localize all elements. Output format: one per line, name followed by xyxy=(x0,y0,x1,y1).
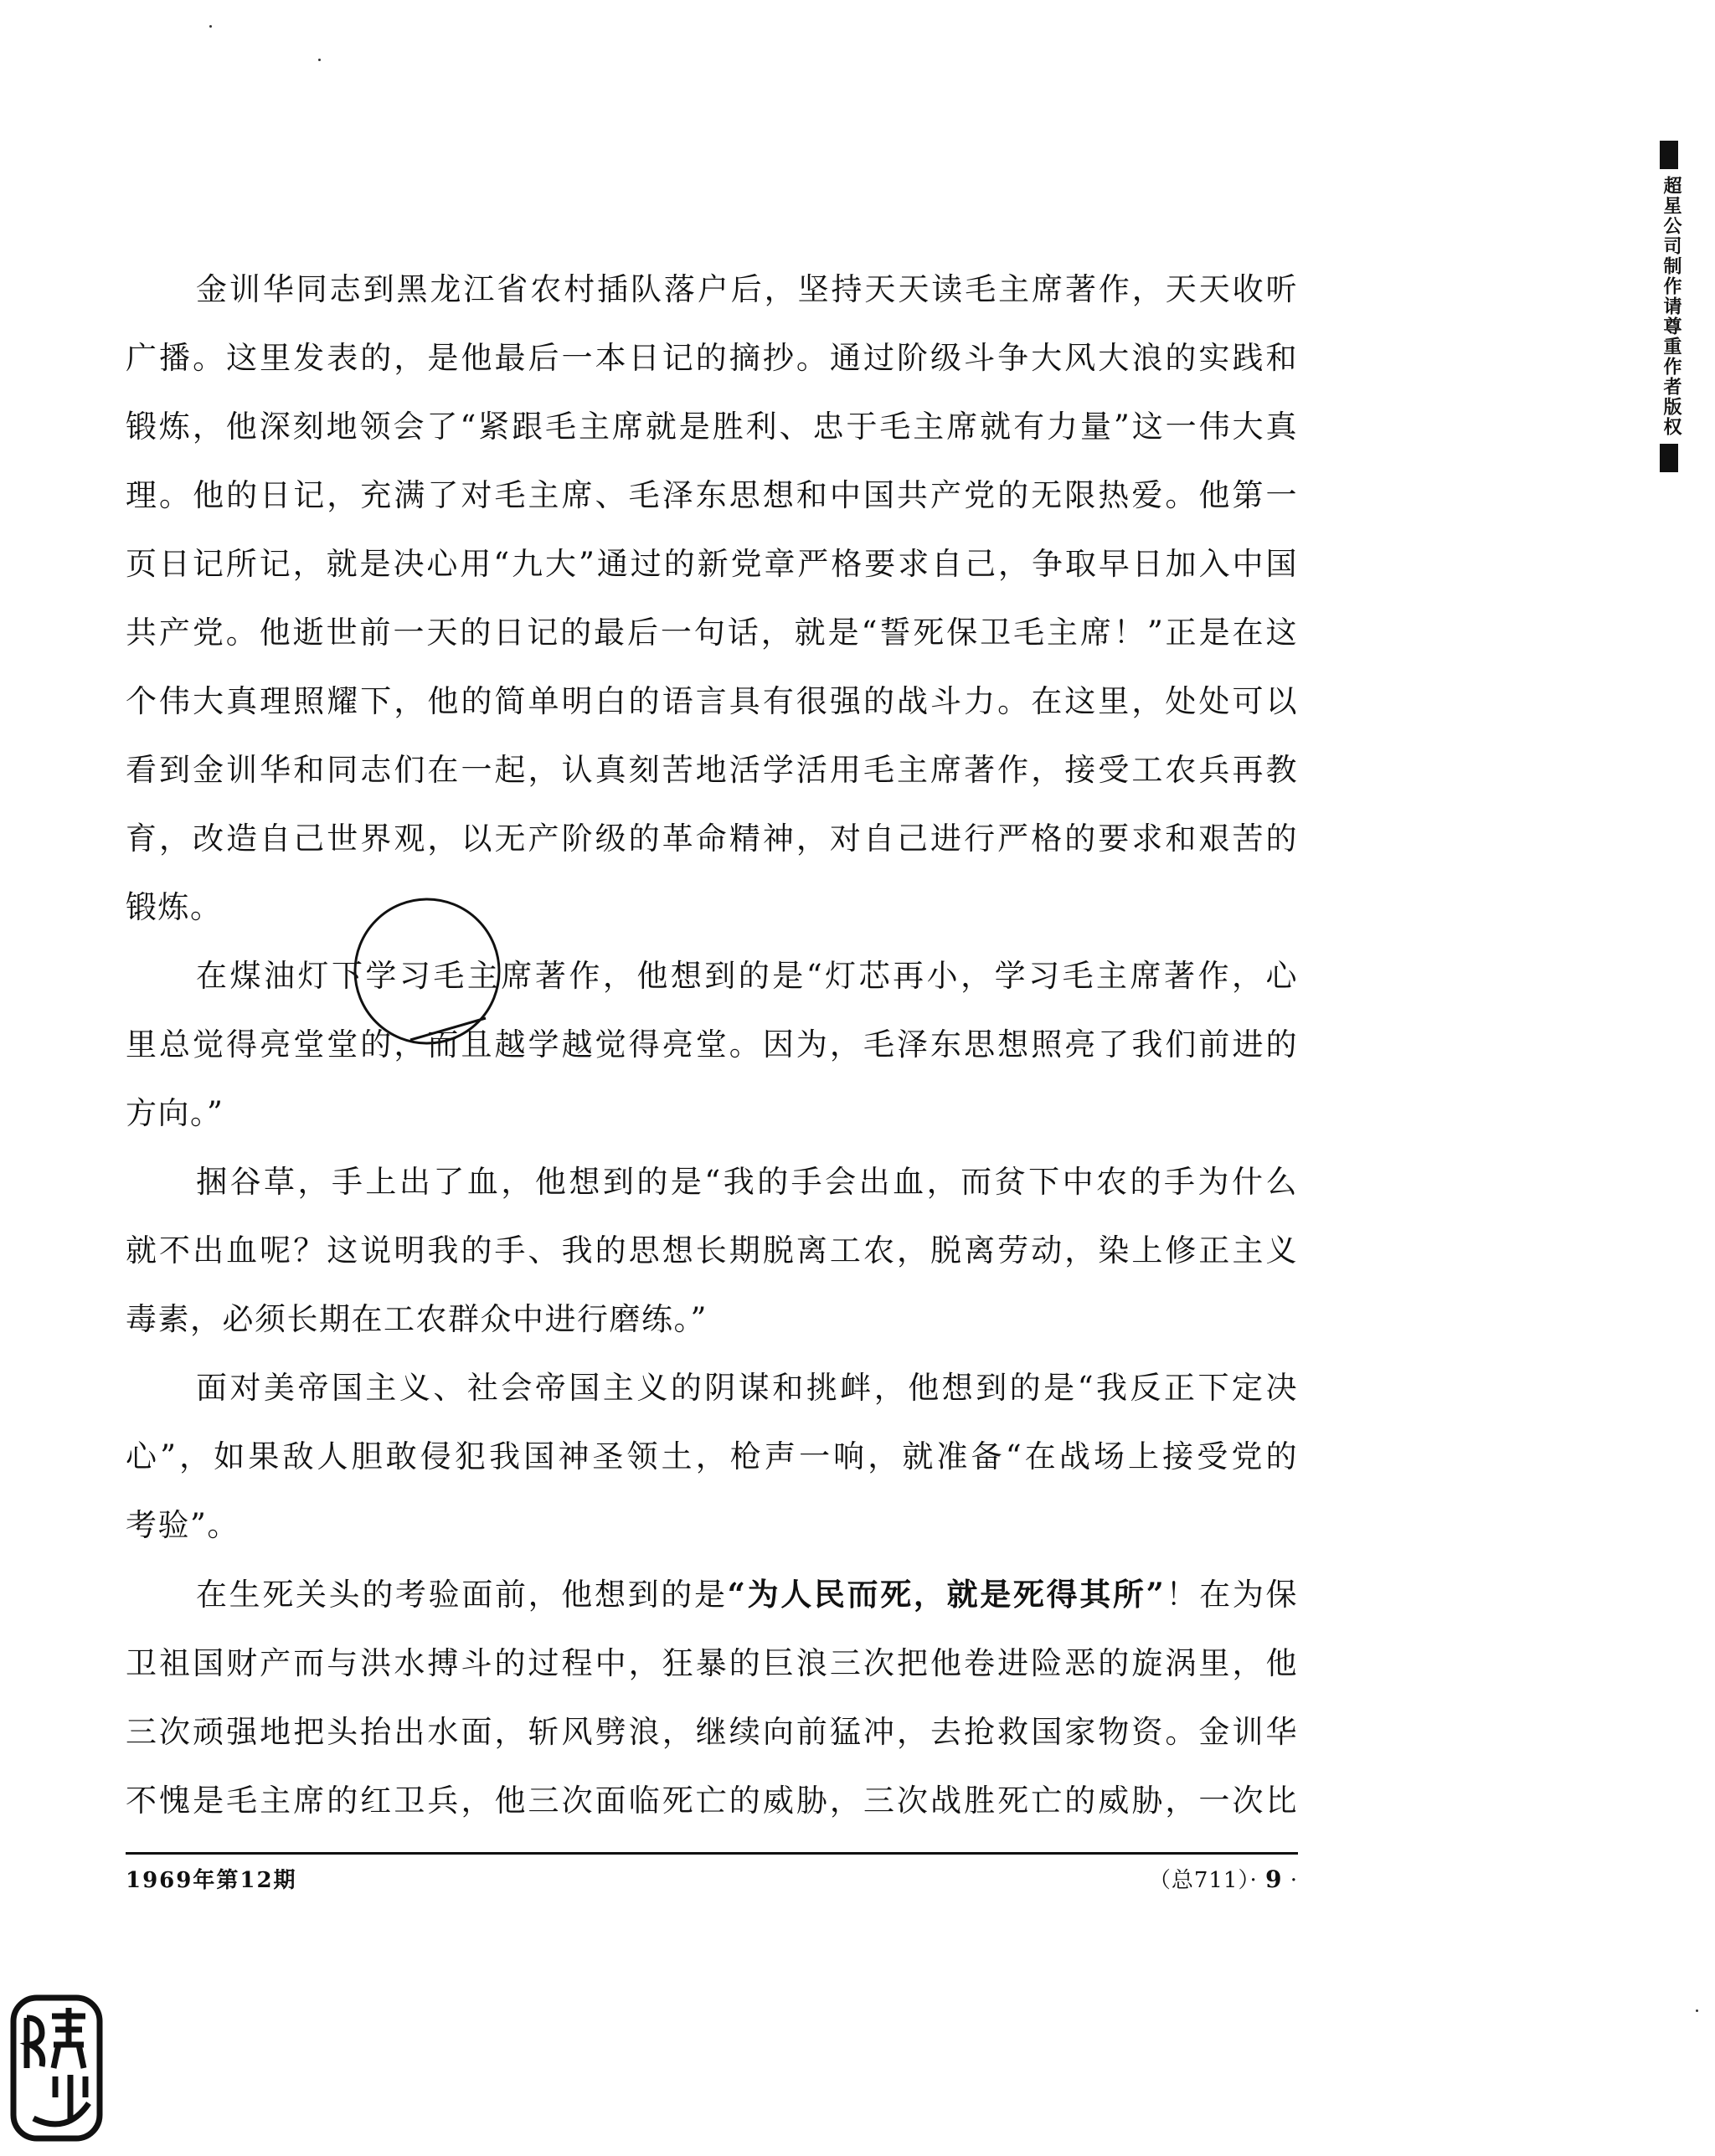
seal-stamp-icon xyxy=(8,1993,105,2143)
page-number: 9 xyxy=(1264,1865,1283,1893)
text-line: 面对美帝国主义、社会帝国主义的阴谋和挑衅，他想到的是“我反正下定决 xyxy=(196,1370,1298,1406)
text-line: 方向。” xyxy=(126,1095,224,1131)
text-line: 考验”。 xyxy=(126,1507,239,1543)
footer-issue: 1969年第12期 xyxy=(126,1868,297,1893)
text-line: 心”，如果敌人胆敢侵犯我国神圣领土，枪声一响，就准备“在战场上接受党的 xyxy=(126,1438,1298,1474)
article-body xyxy=(126,255,1298,1835)
stamp-bar-top xyxy=(1660,141,1678,169)
bold-quote: “为人民而死，就是死得其所” xyxy=(727,1576,1166,1613)
text-line: 三次顽强地把头抬出水面，斩风劈浪，继续向前猛冲，去抢救国家物资。金训华 xyxy=(126,1714,1298,1750)
copyright-margin-stamp xyxy=(1656,141,1682,472)
text-line: 毒素，必须长期在工农群众中进行磨练。” xyxy=(126,1301,708,1337)
text-line: 育，改造自己世界观，以无产阶级的革命精神，对自己进行严格的要求和艰苦的 xyxy=(126,821,1298,857)
paragraph-4 xyxy=(126,1354,1298,1560)
text-line: 锻炼。 xyxy=(126,889,223,925)
text-line: 金训华同志到黑龙江省农村插队落户后，坚持天天读毛主席著作，天天收听 xyxy=(196,271,1298,307)
footer-page xyxy=(1149,1863,1298,1894)
text-line: 里总觉得亮堂堂的，而且越学越觉得亮堂。因为，毛泽东思想照亮了我们前进的 xyxy=(126,1027,1298,1063)
paragraph-3 xyxy=(126,1148,1298,1354)
paragraph-2 xyxy=(126,942,1298,1148)
footer-divider xyxy=(126,1852,1298,1855)
text-line: 理。他的日记，充满了对毛主席、毛泽东思想和中国共产党的无限热爱。他第一 xyxy=(126,477,1298,513)
text-line: 锻炼，他深刻地领会了“紧跟毛主席就是胜利、忠于毛主席就有力量”这一伟大真 xyxy=(126,409,1298,445)
text-line: 在煤油灯下学习毛主席著作，他想到的是“灯芯再小，学习毛主席著作，心 xyxy=(196,958,1298,994)
text-line: 卫祖国财产而与洪水搏斗的过程中，狂暴的巨浪三次把他卷进险恶的旋涡里，他 xyxy=(126,1645,1298,1681)
scan-speck xyxy=(318,59,321,61)
text-line: 页日记所记，就是决心用“九大”通过的新党章严格要求自己，争取早日加入中国 xyxy=(126,546,1298,582)
text-run: 在生死关头的考验面前，他想到的是 xyxy=(196,1577,728,1613)
paragraph-5 xyxy=(126,1560,1298,1835)
text-line: 共产党。他逝世前一天的日记的最后一句话，就是“誓死保卫毛主席！”正是在这 xyxy=(126,615,1298,651)
scan-speck xyxy=(1696,2009,1698,2012)
text-line: 就不出血呢？这说明我的手、我的思想长期脱离工农，脱离劳动，染上修正主义 xyxy=(126,1232,1298,1268)
text-line: 不愧是毛主席的红卫兵，他三次面临死亡的威胁，三次战胜死亡的威胁，一次比 xyxy=(126,1783,1298,1819)
text-line: 广播。这里发表的，是他最后一本日记的摘抄。通过阶级斗争大风大浪的实践和 xyxy=(126,340,1298,376)
stamp-bar-bottom xyxy=(1660,444,1678,472)
stamp-text: 超星公司制作请尊重作者版权 xyxy=(1661,176,1682,437)
circle-annotation-icon xyxy=(352,896,502,1047)
text-line xyxy=(126,1560,1298,1629)
text-line: 看到金训华和同志们在一起，认真刻苦地活学活用毛主席著作，接受工农兵再教 xyxy=(126,752,1298,788)
footer-total: （总711）· xyxy=(1148,1868,1258,1893)
scan-speck xyxy=(209,25,212,28)
text-run: ！在为保 xyxy=(1165,1577,1299,1613)
text-line: 个伟大真理照耀下，他的简单明白的语言具有很强的战斗力。在这里，处处可以 xyxy=(126,683,1298,719)
paragraph-1 xyxy=(126,255,1298,942)
footer-trail: · xyxy=(1290,1868,1298,1893)
text-line: 捆谷草，手上出了血，他想到的是“我的手会出血，而贫下中农的手为什么 xyxy=(196,1164,1298,1200)
